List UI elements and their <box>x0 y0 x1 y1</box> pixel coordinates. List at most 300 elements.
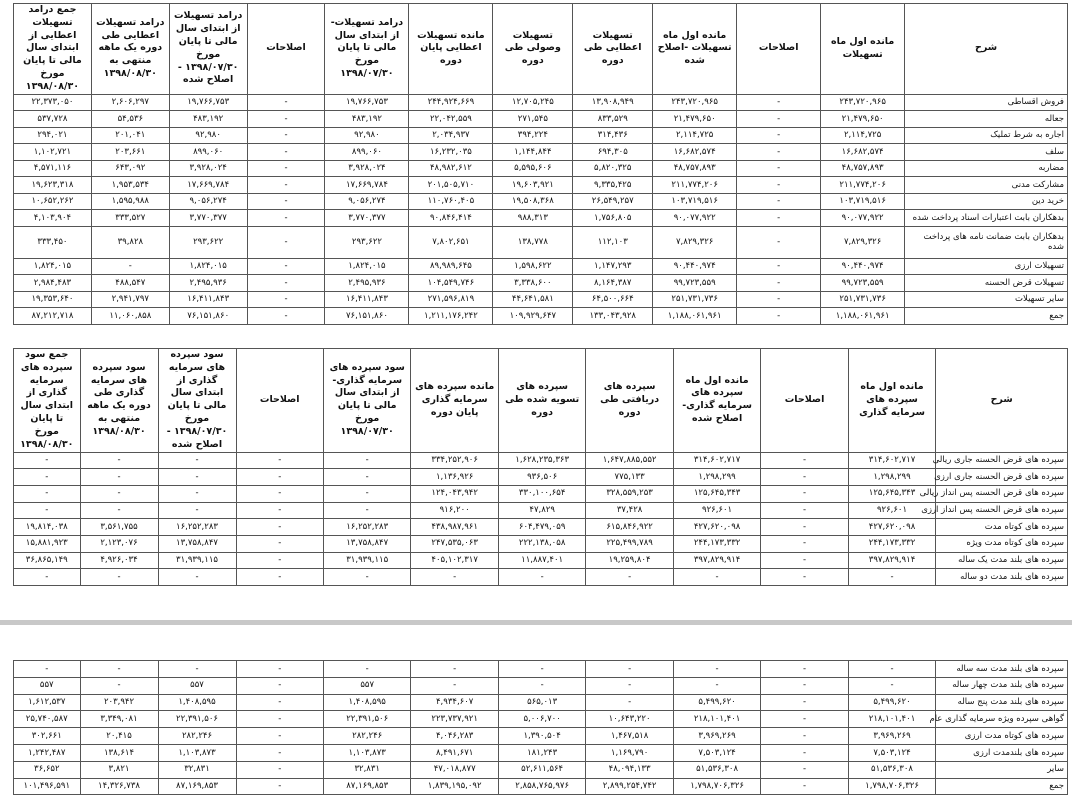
table-cell: ۲,۹۴۱,۷۹۷ <box>91 291 169 308</box>
table-cell: ۱۲۵,۶۴۵,۳۴۳ <box>848 485 935 502</box>
table-cell: - <box>761 452 848 469</box>
table-cell: ۳۱۴,۶۰۲,۷۱۷ <box>848 452 935 469</box>
row-label: سایر <box>936 761 1068 778</box>
table-cell: ۲۲۲,۱۳۸,۰۵۸ <box>498 535 585 552</box>
page-break-divider <box>0 620 1072 625</box>
table-cell: ۱۹,۶۲۳,۳۱۸ <box>14 177 92 194</box>
table-cell: ۲۲,۳۹۱,۵۰۶ <box>158 711 236 728</box>
table-cell: ۹۰,۸۴۶,۴۱۴ <box>409 210 493 227</box>
table-cell: ۳۲,۸۳۱ <box>323 761 410 778</box>
table-cell: ۱,۷۹۸,۷۰۶,۳۲۶ <box>848 778 935 795</box>
table-cell: ۹,۰۵۶,۲۷۴ <box>325 193 409 210</box>
table-cell: ۲۰,۴۱۵ <box>80 728 158 745</box>
table-cell: ۹۹,۷۲۳,۵۵۹ <box>821 275 905 292</box>
table-cell: ۲۷۱,۵۹۶,۸۱۹ <box>409 291 493 308</box>
table-cell: ۸,۱۶۴,۳۸۷ <box>573 275 653 292</box>
table-cell: ۲۶,۵۴۹,۲۵۷ <box>573 193 653 210</box>
table-cell: ۱۹,۸۱۴,۰۳۸ <box>14 519 81 536</box>
table-cell: ۱۰,۶۴۳,۲۲۰ <box>586 711 673 728</box>
table-cell: - <box>247 193 325 210</box>
table-cell: - <box>158 469 236 486</box>
table-cell: ۷۶,۱۵۱,۸۶۰ <box>325 308 409 325</box>
table-cell: - <box>761 485 848 502</box>
table-row <box>14 778 1068 795</box>
table-cell: ۱۱۲,۱۰۳ <box>573 226 653 258</box>
table-cell: ۷,۸۰۲,۶۵۱ <box>409 226 493 258</box>
table-cell: ۱۶,۶۸۲,۵۷۴ <box>821 144 905 161</box>
table-cell: ۹۲۶,۶۰۱ <box>673 502 760 519</box>
table-cell: ۵۵۷ <box>14 677 81 694</box>
table-cell: - <box>323 485 410 502</box>
table-cell: ۱,۱۴۴,۸۴۴ <box>493 144 573 161</box>
table-cell: ۹۰,۰۷۷,۹۲۲ <box>653 210 737 227</box>
table-cell: ۷,۸۲۹,۳۲۶ <box>821 226 905 258</box>
table-cell: ۱,۴۶۷,۵۱۸ <box>586 728 673 745</box>
table-cell: ۲۱۸,۱۰۱,۴۰۱ <box>673 711 760 728</box>
deposits-table <box>13 348 1068 586</box>
row-label: سپرده های بلند مدت پنج ساله <box>936 694 1068 711</box>
table-cell: ۳۷,۴۲۸ <box>586 502 673 519</box>
row-label: سپرده های قرض الحسنه جاری ریالی <box>936 452 1068 469</box>
column-header: درامد تسهیلات-از ابتدای سال مالی تا پایان مورخ ۱۳۹۸/۰۷/۳۰ <box>325 4 409 95</box>
table-cell: ۱۳۸,۶۱۴ <box>80 744 158 761</box>
table-cell: ۵,۵۹۵,۶۰۶ <box>493 160 573 177</box>
table-cell: ۵۴,۵۳۶ <box>91 111 169 128</box>
table-cell: ۱۰۳,۷۱۹,۵۱۶ <box>821 193 905 210</box>
table-cell: - <box>247 94 325 111</box>
table-cell: ۲,۶۰۶,۲۹۷ <box>91 94 169 111</box>
table-cell: - <box>737 193 821 210</box>
table-cell: ۹,۳۳۵,۴۲۵ <box>573 177 653 194</box>
table-row <box>14 94 1068 111</box>
table-cell: ۲,۱۱۴,۷۲۵ <box>653 127 737 144</box>
row-label: مضاربه <box>905 160 1068 177</box>
table-cell: - <box>323 452 410 469</box>
table-cell: ۲,۰۳۴,۹۳۷ <box>409 127 493 144</box>
row-label: جمع <box>905 308 1068 325</box>
deposits-header-row <box>14 349 1068 453</box>
table-cell: ۳,۷۷۰,۳۷۷ <box>169 210 247 227</box>
table-cell: - <box>80 485 158 502</box>
table-cell: ۲۲,۳۹۱,۵۰۶ <box>323 711 410 728</box>
table-cell: - <box>323 661 410 678</box>
table-cell: ۶۴,۵۰۰,۶۶۴ <box>573 291 653 308</box>
table-cell: ۲۱۱,۷۷۴,۲۰۶ <box>653 177 737 194</box>
table-cell: - <box>761 552 848 569</box>
table-cell: ۳۹۷,۸۲۹,۹۱۴ <box>848 552 935 569</box>
table-cell: ۳۶,۸۶۵,۱۴۹ <box>14 552 81 569</box>
table-cell: - <box>737 94 821 111</box>
table-row <box>14 160 1068 177</box>
table-cell: - <box>737 127 821 144</box>
column-header: اصلاحات <box>236 349 323 453</box>
column-header: مانده اول ماه تسهیلات -اصلاح شده <box>653 4 737 95</box>
table-cell: ۵۵۷ <box>158 677 236 694</box>
column-header: تسهیلات اعطایی طی دوره <box>573 4 653 95</box>
table-row <box>14 694 1068 711</box>
table-cell: - <box>498 677 585 694</box>
table-cell: ۴۰۵,۱۰۲,۳۱۷ <box>411 552 498 569</box>
table-cell: - <box>91 258 169 275</box>
table-cell: ۱۳۸,۷۷۸ <box>493 226 573 258</box>
table-cell: - <box>14 502 81 519</box>
table-cell: - <box>761 711 848 728</box>
table-cell: ۴۸,۹۸۲,۶۱۲ <box>409 160 493 177</box>
column-header: اصلاحات <box>737 4 821 95</box>
facilities-table-block <box>13 3 1068 325</box>
table-cell: ۱۶,۶۸۲,۵۷۴ <box>653 144 737 161</box>
table-cell: ۱۷,۶۶۹,۷۸۴ <box>169 177 247 194</box>
table-cell: ۱۱,۸۸۷,۴۰۱ <box>498 552 585 569</box>
table-cell: ۱۸۱,۲۴۳ <box>498 744 585 761</box>
column-header: اصلاحات <box>761 349 848 453</box>
table-cell: ۲۱۸,۱۰۱,۴۰۱ <box>848 711 935 728</box>
table-cell: ۲۹۳,۶۲۲ <box>325 226 409 258</box>
table-cell: ۵,۰۰۶,۷۰۰ <box>498 711 585 728</box>
table-cell: - <box>236 569 323 586</box>
table-cell: ۱,۱۸۸,۰۶۱,۹۶۱ <box>821 308 905 325</box>
row-label: جعاله <box>905 111 1068 128</box>
column-header: سود سپرده های سرمایه گذاری- از ابتدای سال مالی تا پایان مورخ ۱۳۹۸/۰۷/۳۰ <box>323 349 410 453</box>
table-cell: - <box>848 661 935 678</box>
table-cell: ۸۹۹,۰۶۰ <box>169 144 247 161</box>
table-cell: ۴۸۸,۵۴۷ <box>91 275 169 292</box>
facilities-header-row <box>14 4 1068 95</box>
table-cell: ۶۰۴,۴۷۹,۰۵۹ <box>498 519 585 536</box>
table-cell: - <box>586 661 673 678</box>
table-cell: ۱۹,۷۶۶,۷۵۳ <box>325 94 409 111</box>
table-cell: ۳,۹۶۹,۲۶۹ <box>848 728 935 745</box>
table-cell: ۲۴۴,۱۷۳,۳۳۲ <box>848 535 935 552</box>
table-cell: ۴۷,۸۲۹ <box>498 502 585 519</box>
table-cell: ۶۱۵,۸۴۶,۹۲۲ <box>586 519 673 536</box>
table-cell: - <box>236 677 323 694</box>
table-cell: ۴,۹۳۴,۶۰۷ <box>411 694 498 711</box>
table-cell: ۱۱۰,۷۶۰,۴۰۵ <box>409 193 493 210</box>
table-cell: ۲۲۳,۷۳۷,۹۲۱ <box>411 711 498 728</box>
table-cell: - <box>158 502 236 519</box>
table-cell: ۷۷۵,۱۳۳ <box>586 469 673 486</box>
table-cell: - <box>14 452 81 469</box>
table-cell: - <box>411 661 498 678</box>
table-cell: ۲۱,۴۷۹,۶۵۰ <box>821 111 905 128</box>
table-cell: ۱۰۹,۹۲۹,۶۴۷ <box>493 308 573 325</box>
table-cell: ۳۳۳,۵۲۷ <box>91 210 169 227</box>
table-cell: - <box>236 711 323 728</box>
row-label: فروش اقساطی <box>905 94 1068 111</box>
row-label: سایر تسهیلات <box>905 291 1068 308</box>
table-cell: - <box>236 535 323 552</box>
table-cell: ۱۰۱,۴۹۶,۵۹۱ <box>14 778 81 795</box>
table-cell: - <box>247 258 325 275</box>
table-cell: - <box>236 452 323 469</box>
table-cell: ۱۰۳,۷۱۹,۵۱۶ <box>653 193 737 210</box>
table-cell: ۲۷۱,۵۴۵ <box>493 111 573 128</box>
table-cell: - <box>323 569 410 586</box>
table-cell: ۱,۴۰۸,۵۹۵ <box>158 694 236 711</box>
table-row <box>14 744 1068 761</box>
table-cell: ۱,۷۹۸,۷۰۶,۳۲۶ <box>673 778 760 795</box>
row-label: بدهکاران بابت ضمانت نامه های پرداخت شده <box>905 226 1068 258</box>
deposits-continued-table <box>13 660 1068 795</box>
column-header: درامد تسهیلات از ابتدای سال مالی تا پایان مورخ ۱۳۹۸/۰۷/۳۰ - اصلاح شده <box>169 4 247 95</box>
table-cell: ۲۰۳,۶۶۱ <box>91 144 169 161</box>
table-cell: - <box>14 469 81 486</box>
table-cell: ۱۳,۷۵۸,۸۴۷ <box>323 535 410 552</box>
table-cell: ۹,۰۵۶,۲۷۴ <box>169 193 247 210</box>
table-cell: - <box>80 469 158 486</box>
deposits-continued-block <box>13 660 1068 795</box>
table-cell: ۱۹,۶۰۳,۹۲۱ <box>493 177 573 194</box>
table-cell: ۱,۶۱۲,۵۳۷ <box>14 694 81 711</box>
column-header: مانده سپرده های سرمایه گذاری پایان دوره <box>411 349 498 453</box>
table-cell: ۳۶,۶۵۲ <box>14 761 81 778</box>
table-cell: ۵۳۷,۷۲۸ <box>14 111 92 128</box>
table-cell: ۹۲,۹۸۰ <box>325 127 409 144</box>
table-cell: - <box>236 519 323 536</box>
table-cell: - <box>737 210 821 227</box>
table-cell: ۲۵۱,۷۳۱,۷۳۶ <box>821 291 905 308</box>
table-cell: ۳,۳۳۸,۶۰۰ <box>493 275 573 292</box>
table-row <box>14 177 1068 194</box>
column-header: مانده اول ماه تسهیلات <box>821 4 905 95</box>
table-cell: ۳,۹۲۸,۰۲۴ <box>169 160 247 177</box>
table-cell: ۴۳۸,۹۸۷,۹۶۱ <box>411 519 498 536</box>
table-cell: ۲۰۳,۹۴۲ <box>80 694 158 711</box>
column-header: جمع درامد تسهیلات اعطایی از ابتدای سال مالی تا پایان مورخ ۱۳۹۸/۰۸/۳۰ <box>14 4 92 95</box>
table-cell: ۱,۱۰۲,۷۲۱ <box>14 144 92 161</box>
table-cell: ۵,۸۲۰,۳۲۵ <box>573 160 653 177</box>
table-cell: - <box>323 502 410 519</box>
table-cell: - <box>761 661 848 678</box>
row-label: سلف <box>905 144 1068 161</box>
row-label: سپرده های بلندمدت ارزی <box>936 744 1068 761</box>
table-cell: ۹۰,۰۷۷,۹۲۲ <box>821 210 905 227</box>
table-cell: - <box>80 502 158 519</box>
table-row <box>14 193 1068 210</box>
table-cell: ۲۲۵,۴۹۹,۷۸۹ <box>586 535 673 552</box>
row-label: خرید دین <box>905 193 1068 210</box>
table-cell: - <box>14 485 81 502</box>
table-row <box>14 519 1068 536</box>
table-cell: ۵۵۷ <box>323 677 410 694</box>
table-cell: - <box>236 552 323 569</box>
table-cell: ۹۱۶,۲۰۰ <box>411 502 498 519</box>
row-label: سپرده های بلند مدت چهار ساله <box>936 677 1068 694</box>
table-cell: ۱,۱۰۳,۸۷۳ <box>158 744 236 761</box>
table-cell: ۱,۵۹۵,۹۸۸ <box>91 193 169 210</box>
table-row <box>14 469 1068 486</box>
row-label: تسهیلات ارزی <box>905 258 1068 275</box>
column-header: سپرده های دریافتی طی دوره <box>586 349 673 453</box>
table-cell: ۸۹۹,۰۶۰ <box>325 144 409 161</box>
table-cell: - <box>761 761 848 778</box>
table-cell: ۲۲,۳۷۳,۰۵۰ <box>14 94 92 111</box>
row-label: سپرده های بلند مدت دو ساله <box>936 569 1068 586</box>
table-cell: ۲۴۳,۷۲۰,۹۶۵ <box>653 94 737 111</box>
table-cell: - <box>737 160 821 177</box>
table-cell: - <box>761 502 848 519</box>
table-cell: ۲۴۷,۵۳۵,۰۶۳ <box>411 535 498 552</box>
table-cell: - <box>80 569 158 586</box>
column-header: اصلاحات <box>247 4 325 95</box>
table-cell: ۱۹,۳۵۳,۶۴۰ <box>14 291 92 308</box>
table-cell: ۲۲,۰۴۲,۵۵۹ <box>409 111 493 128</box>
table-cell: ۴۷,۰۱۸,۸۷۷ <box>411 761 498 778</box>
table-cell: ۴۲۷,۶۲۰,۰۹۸ <box>848 519 935 536</box>
table-cell: - <box>158 485 236 502</box>
row-label: سپرده های کوتاه مدت <box>936 519 1068 536</box>
table-cell: ۲۱,۴۷۹,۶۵۰ <box>653 111 737 128</box>
table-row <box>14 535 1068 552</box>
table-cell: ۹۹,۷۲۳,۵۵۹ <box>653 275 737 292</box>
table-cell: ۴,۰۴۶,۲۸۳ <box>411 728 498 745</box>
table-row <box>14 711 1068 728</box>
table-cell: ۸۷,۱۶۹,۸۵۳ <box>323 778 410 795</box>
table-cell: ۱۳,۹۰۸,۹۴۹ <box>573 94 653 111</box>
table-cell: - <box>848 569 935 586</box>
table-cell: ۳۹۴,۲۲۴ <box>493 127 573 144</box>
table-cell: ۲,۸۵۸,۷۶۵,۹۷۶ <box>498 778 585 795</box>
table-cell: ۷,۵۰۳,۱۲۴ <box>673 744 760 761</box>
column-header: سود سپرده های سرمایه گذاری از ابتدای سال مالی تا پایان مورخ ۱۳۹۸/۰۷/۳۰ - اصلاح شده <box>158 349 236 453</box>
table-cell: ۱۶,۲۵۲,۲۸۳ <box>158 519 236 536</box>
table-cell: - <box>323 469 410 486</box>
table-cell: ۹۰,۴۴۰,۹۷۴ <box>821 258 905 275</box>
table-row <box>14 552 1068 569</box>
table-cell: - <box>673 677 760 694</box>
table-cell: ۱,۶۲۸,۲۳۵,۳۶۳ <box>498 452 585 469</box>
table-cell: ۸۷,۱۶۹,۸۵۳ <box>158 778 236 795</box>
table-cell: ۵,۴۹۹,۶۲۰ <box>848 694 935 711</box>
table-cell: ۱,۲۹۸,۲۹۹ <box>848 469 935 486</box>
table-cell: ۳,۷۷۰,۳۷۷ <box>325 210 409 227</box>
table-cell: ۱۱,۰۶۰,۸۵۸ <box>91 308 169 325</box>
table-cell: ۲۹۳,۶۲۲ <box>169 226 247 258</box>
table-cell: - <box>236 485 323 502</box>
row-label: گواهی سپرده ویژه سرمایه گذاری عام <box>936 711 1068 728</box>
table-cell: - <box>158 569 236 586</box>
row-label: سپرده های قرض الحسنه پس انداز ریالی <box>936 485 1068 502</box>
table-cell: ۵۱,۵۳۶,۳۰۸ <box>848 761 935 778</box>
column-header: سود سپرده های سرمایه گذاری طی دوره یک ماهه منتهی به ۱۳۹۸/۰۸/۳۰ <box>80 349 158 453</box>
table-cell: - <box>586 694 673 711</box>
row-label: سپرده های بلند مدت سه ساله <box>936 661 1068 678</box>
table-cell: ۱,۱۰۳,۸۷۳ <box>323 744 410 761</box>
table-cell: ۲,۴۹۵,۹۳۶ <box>169 275 247 292</box>
table-cell: ۳۳۰,۱۰۰,۶۵۴ <box>498 485 585 502</box>
table-cell: - <box>761 694 848 711</box>
table-cell: - <box>158 661 236 678</box>
column-header: درامد تسهیلات اعطایی طی دوره یک ماهه منتهی به ۱۳۹۸/۰۸/۳۰ <box>91 4 169 95</box>
table-cell: - <box>14 569 81 586</box>
table-cell: - <box>247 127 325 144</box>
table-cell: ۱,۱۶۹,۷۹۰ <box>586 744 673 761</box>
table-cell: - <box>80 661 158 678</box>
table-cell: ۷,۵۰۳,۱۲۴ <box>848 744 935 761</box>
table-cell: ۹۲,۹۸۰ <box>169 127 247 144</box>
table-cell: ۸۷,۲۱۲,۷۱۸ <box>14 308 92 325</box>
column-header: شرح <box>905 4 1068 95</box>
table-cell: ۳۱,۹۳۹,۱۱۵ <box>158 552 236 569</box>
table-cell: ۲,۹۸۴,۴۸۳ <box>14 275 92 292</box>
facilities-table <box>13 3 1068 325</box>
table-cell: ۴۸۳,۱۹۲ <box>169 111 247 128</box>
column-header: شرح <box>936 349 1068 453</box>
table-cell: ۱۳۳,۰۴۳,۹۲۸ <box>573 308 653 325</box>
table-cell: ۲۴۳,۷۲۰,۹۶۵ <box>821 94 905 111</box>
table-cell: - <box>761 519 848 536</box>
table-cell: - <box>247 160 325 177</box>
row-label: تسهیلات قرض الحسنه <box>905 275 1068 292</box>
column-header: سپرده های تسویه شده طی دوره <box>498 349 585 453</box>
table-cell: ۹۰,۴۴۰,۹۷۴ <box>653 258 737 275</box>
table-cell: - <box>247 275 325 292</box>
table-cell: ۲۴۴,۹۲۴,۶۶۹ <box>409 94 493 111</box>
table-cell: - <box>737 258 821 275</box>
table-cell: ۳,۳۴۹,۰۸۱ <box>80 711 158 728</box>
table-cell: ۳,۹۶۹,۲۶۹ <box>673 728 760 745</box>
column-header: جمع سود سپرده های سرمایه گذاری از ابتدای سال تا پایان مورخ ۱۳۹۸/۰۸/۳۰ <box>14 349 81 453</box>
table-cell: - <box>737 144 821 161</box>
table-cell: ۱,۸۲۴,۰۱۵ <box>169 258 247 275</box>
column-header: تسهیلات وصولی طی دوره <box>493 4 573 95</box>
table-cell: ۱,۸۲۴,۰۱۵ <box>14 258 92 275</box>
table-cell: ۳۱۴,۶۰۲,۷۱۷ <box>673 452 760 469</box>
row-label: اجاره به شرط تملیک <box>905 127 1068 144</box>
table-cell: ۵۱,۵۳۶,۳۰۸ <box>673 761 760 778</box>
table-row <box>14 111 1068 128</box>
table-cell: ۳۳۴,۲۵۲,۹۰۶ <box>411 452 498 469</box>
table-cell: - <box>80 452 158 469</box>
table-cell: - <box>761 469 848 486</box>
table-cell: ۱,۷۵۶,۸۰۵ <box>573 210 653 227</box>
table-row <box>14 144 1068 161</box>
table-row <box>14 210 1068 227</box>
table-cell: - <box>848 677 935 694</box>
table-cell: ۴۴,۶۴۱,۵۸۱ <box>493 291 573 308</box>
table-cell: - <box>247 144 325 161</box>
table-cell: ۴۸۳,۱۹۲ <box>325 111 409 128</box>
table-row <box>14 485 1068 502</box>
table-cell: - <box>247 177 325 194</box>
table-cell: ۱۶,۴۱۱,۸۴۳ <box>325 291 409 308</box>
row-label: سپرده های قرض الحسنه پس انداز ارزی <box>936 502 1068 519</box>
table-cell: ۳۱۴,۴۳۶ <box>573 127 653 144</box>
table-cell: - <box>247 291 325 308</box>
table-cell: ۲,۱۲۳,۰۷۶ <box>80 535 158 552</box>
table-cell: ۴,۱۰۳,۹۰۴ <box>14 210 92 227</box>
table-row <box>14 226 1068 258</box>
table-cell: ۱,۱۴۷,۲۹۳ <box>573 258 653 275</box>
row-label: مشارکت مدنی <box>905 177 1068 194</box>
table-cell: ۳۲,۸۳۱ <box>158 761 236 778</box>
table-cell: ۱۹,۷۶۶,۷۵۳ <box>169 94 247 111</box>
table-cell: ۲۴۴,۱۷۳,۳۳۲ <box>673 535 760 552</box>
table-cell: ۱۹,۵۰۸,۳۶۸ <box>493 193 573 210</box>
table-cell: ۱,۳۹۰,۵۰۴ <box>498 728 585 745</box>
table-cell: - <box>761 569 848 586</box>
table-row <box>14 275 1068 292</box>
row-label: سپرده های بلند مدت یک ساله <box>936 552 1068 569</box>
table-row <box>14 291 1068 308</box>
table-cell: ۹۸۸,۳۱۳ <box>493 210 573 227</box>
table-cell: ۲۵۱,۷۳۱,۷۳۶ <box>653 291 737 308</box>
row-label: سپرده های کوتاه مدت ویژه <box>936 535 1068 552</box>
table-cell: - <box>411 569 498 586</box>
table-cell: ۱۰,۶۵۲,۲۶۲ <box>14 193 92 210</box>
table-cell: ۱۲۴,۰۴۳,۹۴۲ <box>411 485 498 502</box>
